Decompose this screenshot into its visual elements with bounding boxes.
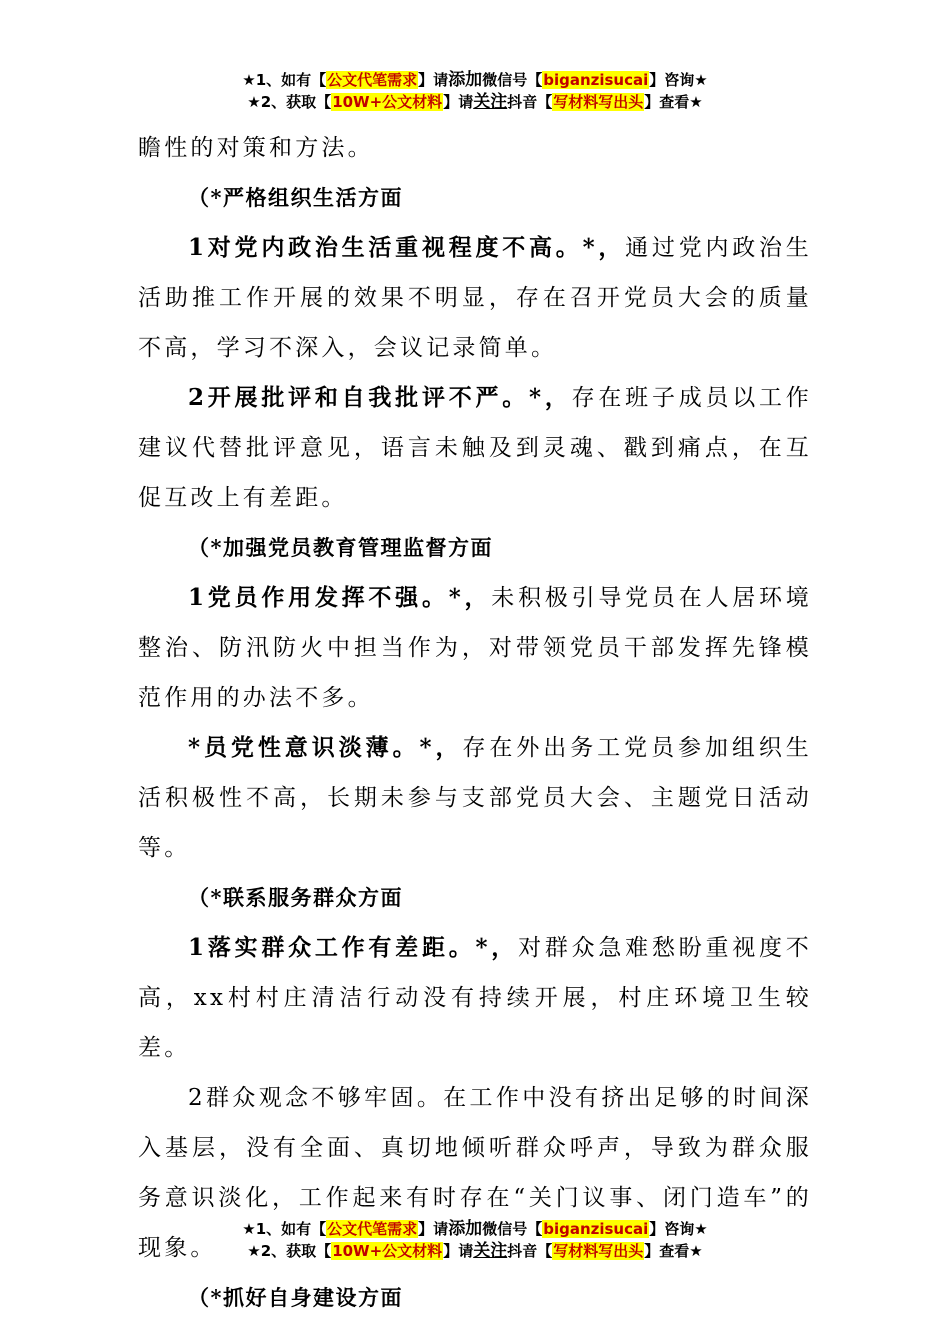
paragraph: 1对党内政治生活重视程度不高。*，通过党内政治生活助推工作开展的效果不明显，存在召开党员大会的质量不高，学习不深入，会议记录简单。 xyxy=(138,234,812,361)
highlight-wechat-id: biganzisucai xyxy=(543,1220,649,1238)
paragraph-lead: 1对党内政治生活重视程度不高。*， xyxy=(188,234,626,261)
paragraph-lead: 2开展批评和自我批评不严。*， xyxy=(188,384,572,411)
paragraph: 2群众观念不够牢固。在工作中没有挤出足够的时间深入基层，没有全面、真切地倾听群众呼声，导致为群众服务意识淡化，工作起来有时存在“关门议事、闭门造车”的现象。 xyxy=(138,1085,812,1261)
highlight-materials: 10W+公文材料 xyxy=(332,1242,443,1260)
paragraph-lead: 1党员作用发挥不强。*， xyxy=(188,584,492,611)
highlight-service: 公文代笔需求 xyxy=(327,71,418,89)
paragraph: 1党员作用发挥不强。*，未积极引导党员在人居环境整治、防汛防火中担当作为，对带领党员干部发挥先锋模范作用的办法不多。 xyxy=(138,584,812,711)
promo-banner-bottom xyxy=(0,1218,950,1262)
highlight-wechat-id: biganzisucai xyxy=(543,71,649,89)
section-heading: （*联系服务群众方面 xyxy=(188,885,403,910)
promo-line-2: ★2、获取【10W+公文材料】请关注抖音【写材料写出头】查看★ xyxy=(247,92,703,112)
promo-line-2: ★2、获取【10W+公文材料】请关注抖音【写材料写出头】查看★ xyxy=(247,1241,703,1261)
highlight-materials: 10W+公文材料 xyxy=(332,93,443,111)
highlight-douyin-id: 写材料写出头 xyxy=(553,1242,644,1260)
paragraph: *员党性意识淡薄。*，存在外出务工党员参加组织生活积极性不高，长期未参与支部党员大会、主题党日活动等。 xyxy=(138,734,812,861)
paragraph: 1落实群众工作有差距。*，对群众急难愁盼重视度不高，xx村村庄清洁行动没有持续开展，村庄环境卫生较差。 xyxy=(138,934,812,1061)
highlight-service: 公文代笔需求 xyxy=(327,1220,418,1238)
promo-line-1: ★1、如有【公文代笔需求】请添加微信号【biganzisucai】咨询★ xyxy=(242,70,708,90)
promo-banner-top xyxy=(0,69,950,113)
promo-line-1: ★1、如有【公文代笔需求】请添加微信号【biganzisucai】咨询★ xyxy=(242,1219,708,1239)
paragraph: 2开展批评和自我批评不严。*，存在班子成员以工作建议代替批评意见，语言未触及到灵魂、戳到痛点，在互促互改上有差距。 xyxy=(138,384,813,511)
highlight-douyin-id: 写材料写出头 xyxy=(553,93,644,111)
document-body xyxy=(138,123,812,1323)
paragraph-lead: 1落实群众工作有差距。*， xyxy=(188,934,519,961)
paragraph-lead: *员党性意识淡薄。*， xyxy=(188,734,463,761)
section-heading: （*严格组织生活方面 xyxy=(188,185,403,210)
paragraph-continued: 瞻性的对策和方法。 xyxy=(138,135,374,161)
section-heading: （*加强党员教育管理监督方面 xyxy=(188,535,493,560)
section-heading: （*抓好自身建设方面 xyxy=(188,1285,403,1310)
